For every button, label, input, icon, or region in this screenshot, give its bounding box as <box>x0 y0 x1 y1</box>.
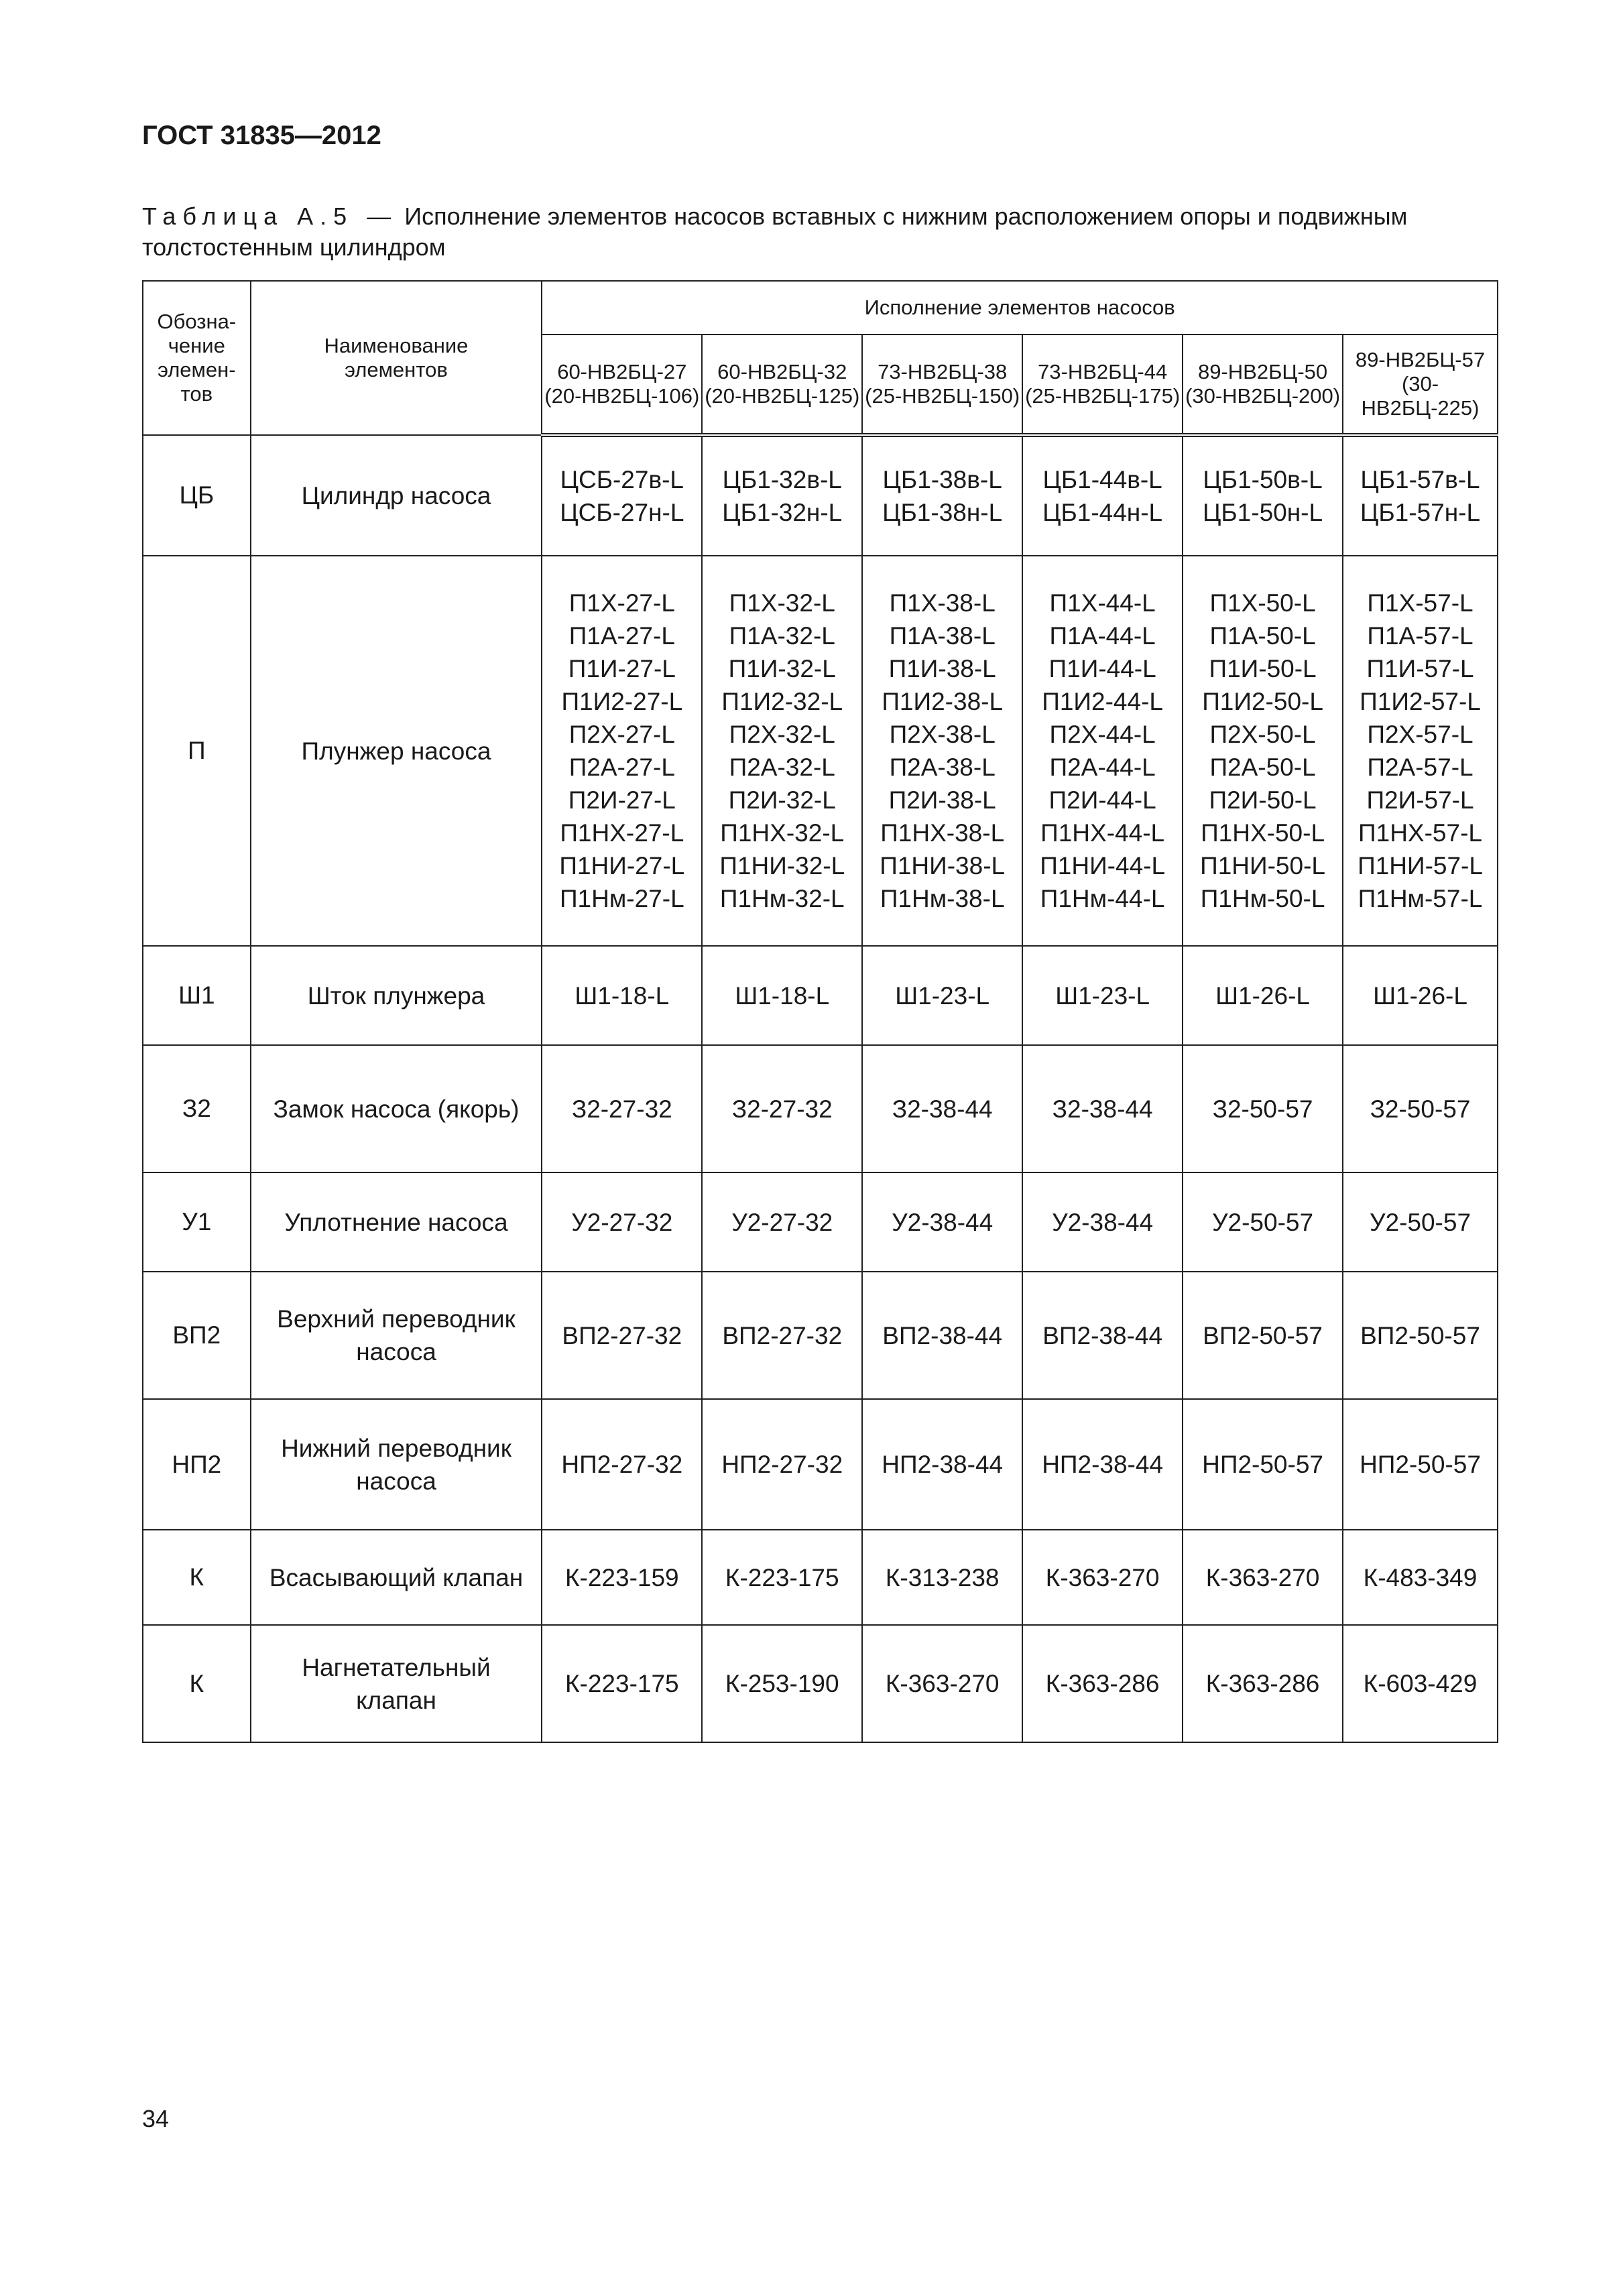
header-variant: 73-НВ2БЦ-44 (25-НВ2БЦ-175) <box>1022 335 1183 435</box>
row-element-name: Замок насоса (якорь) <box>251 1045 542 1172</box>
row-value: П1Х-57-L П1А-57-L П1И-57-L П1И2-57-L П2Х-57-L П2А-57-L П2И-57-L П1НХ-57-L П1НИ-57-L П1Нм-57-L <box>1343 556 1498 946</box>
row-designation: Ш1 <box>143 946 251 1045</box>
row-value: Ш1-18-L <box>702 946 862 1045</box>
row-value: П1Х-38-L П1А-38-L П1И-38-L П1И2-38-L П2Х-38-L П2А-38-L П2И-38-L П1НХ-38-L П1НИ-38-L П1Нм-38-L <box>862 556 1022 946</box>
caption-text: Исполнение элементов насосов вставных с нижним расположением опоры и подвижным толстостенным цилиндром <box>142 202 1408 261</box>
row-designation: К <box>143 1625 251 1742</box>
row-designation: П <box>143 556 251 946</box>
row-value: К-223-159 <box>542 1530 702 1625</box>
row-value: П1Х-50-L П1А-50-L П1И-50-L П1И2-50-L П2Х-50-L П2А-50-L П2И-50-L П1НХ-50-L П1НИ-50-L П1Нм-50-L <box>1183 556 1343 946</box>
row-value: НП2-50-57 <box>1183 1399 1343 1530</box>
row-value: НП2-27-32 <box>542 1399 702 1530</box>
row-value: К-363-270 <box>862 1625 1022 1742</box>
row-value: К-363-286 <box>1022 1625 1183 1742</box>
row-value: К-483-349 <box>1343 1530 1498 1625</box>
table-row <box>143 1172 1498 1272</box>
row-value: К-363-270 <box>1022 1530 1183 1625</box>
row-element-name: Шток плунжера <box>251 946 542 1045</box>
row-value: У2-27-32 <box>542 1172 702 1272</box>
row-element-name: Плунжер насоса <box>251 556 542 946</box>
row-designation: ВП2 <box>143 1272 251 1399</box>
table-row <box>143 1530 1498 1625</box>
row-value: У2-27-32 <box>702 1172 862 1272</box>
header-variant: 73-НВ2БЦ-38 (25-НВ2БЦ-150) <box>862 335 1022 435</box>
row-value: Ш1-26-L <box>1183 946 1343 1045</box>
header-variant: 60-НВ2БЦ-32 (20-НВ2БЦ-125) <box>702 335 862 435</box>
header-name: Наименование элементов <box>251 281 542 435</box>
row-designation: З2 <box>143 1045 251 1172</box>
row-value: У2-50-57 <box>1183 1172 1343 1272</box>
row-value: К-363-286 <box>1183 1625 1343 1742</box>
row-value: П1Х-32-L П1А-32-L П1И-32-L П1И2-32-L П2Х-32-L П2А-32-L П2И-32-L П1НХ-32-L П1НИ-32-L П1Нм-32-L <box>702 556 862 946</box>
row-element-name: Нагнетательный клапан <box>251 1625 542 1742</box>
table-row <box>143 1399 1498 1530</box>
row-value: ВП2-38-44 <box>1022 1272 1183 1399</box>
row-value: П1Х-27-L П1А-27-L П1И-27-L П1И2-27-L П2Х-27-L П2А-27-L П2И-27-L П1НХ-27-L П1НИ-27-L П1Нм-27-L <box>542 556 702 946</box>
row-value: ВП2-50-57 <box>1343 1272 1498 1399</box>
row-value: К-253-190 <box>702 1625 862 1742</box>
document-header: ГОСТ 31835—2012 <box>142 121 381 150</box>
header-group: Исполнение элементов насосов <box>542 281 1498 335</box>
row-value: З2-38-44 <box>1022 1045 1183 1172</box>
table-row <box>143 946 1498 1045</box>
row-element-name: Всасывающий клапан <box>251 1530 542 1625</box>
row-value: У2-38-44 <box>1022 1172 1183 1272</box>
row-value: ЦБ1-44в-L ЦБ1-44н-L <box>1022 435 1183 556</box>
row-value: ВП2-27-32 <box>542 1272 702 1399</box>
row-value: З2-50-57 <box>1183 1045 1343 1172</box>
row-value: НП2-38-44 <box>1022 1399 1183 1530</box>
pump-elements-table <box>142 280 1498 1743</box>
table-row <box>143 1625 1498 1742</box>
row-value: ЦБ1-32в-L ЦБ1-32н-L <box>702 435 862 556</box>
page-number: 34 <box>142 2105 170 2132</box>
row-value: ЦБ1-38в-L ЦБ1-38н-L <box>862 435 1022 556</box>
row-designation: ЦБ <box>143 435 251 556</box>
table-row <box>143 1272 1498 1399</box>
row-value: З2-27-32 <box>542 1045 702 1172</box>
row-value: З2-27-32 <box>702 1045 862 1172</box>
row-value: НП2-27-32 <box>702 1399 862 1530</box>
row-value: Ш1-23-L <box>862 946 1022 1045</box>
row-value: З2-50-57 <box>1343 1045 1498 1172</box>
row-value: ЦСБ-27в-L ЦСБ-27н-L <box>542 435 702 556</box>
header-variant: 89-НВ2БЦ-50 (30-НВ2БЦ-200) <box>1183 335 1343 435</box>
row-value: Ш1-23-L <box>1022 946 1183 1045</box>
row-value: П1Х-44-L П1А-44-L П1И-44-L П1И2-44-L П2Х-44-L П2А-44-L П2И-44-L П1НХ-44-L П1НИ-44-L П1Нм-44-L <box>1022 556 1183 946</box>
table-row <box>143 556 1498 946</box>
header-variant: 60-НВ2БЦ-27 (20-НВ2БЦ-106) <box>542 335 702 435</box>
row-value: Ш1-18-L <box>542 946 702 1045</box>
row-value: ВП2-27-32 <box>702 1272 862 1399</box>
row-value: К-363-270 <box>1183 1530 1343 1625</box>
row-value: ВП2-50-57 <box>1183 1272 1343 1399</box>
table-caption <box>142 201 1496 263</box>
table-row <box>143 435 1498 556</box>
row-value: К-313-238 <box>862 1530 1022 1625</box>
table-row <box>143 1045 1498 1172</box>
row-designation: НП2 <box>143 1399 251 1530</box>
row-value: ЦБ1-57в-L ЦБ1-57н-L <box>1343 435 1498 556</box>
header-variant: 89-НВ2БЦ-57 (30-НВ2БЦ-225) <box>1343 335 1498 435</box>
row-value: К-223-175 <box>702 1530 862 1625</box>
table-body <box>143 435 1498 1742</box>
row-value: НП2-38-44 <box>862 1399 1022 1530</box>
row-value: Ш1-26-L <box>1343 946 1498 1045</box>
row-element-name: Цилиндр насоса <box>251 435 542 556</box>
header-designation: Обозна-чение элемен-тов <box>143 281 251 435</box>
row-value: З2-38-44 <box>862 1045 1022 1172</box>
row-value: К-603-429 <box>1343 1625 1498 1742</box>
row-element-name: Уплотнение насоса <box>251 1172 542 1272</box>
row-value: У2-38-44 <box>862 1172 1022 1272</box>
row-designation: К <box>143 1530 251 1625</box>
row-value: ВП2-38-44 <box>862 1272 1022 1399</box>
row-element-name: Нижний переводник насоса <box>251 1399 542 1530</box>
caption-label: Таблица А.5 — <box>142 202 398 230</box>
row-value: ЦБ1-50в-L ЦБ1-50н-L <box>1183 435 1343 556</box>
row-designation: У1 <box>143 1172 251 1272</box>
row-value: НП2-50-57 <box>1343 1399 1498 1530</box>
row-value: К-223-175 <box>542 1625 702 1742</box>
row-value: У2-50-57 <box>1343 1172 1498 1272</box>
row-element-name: Верхний переводник насоса <box>251 1272 542 1399</box>
